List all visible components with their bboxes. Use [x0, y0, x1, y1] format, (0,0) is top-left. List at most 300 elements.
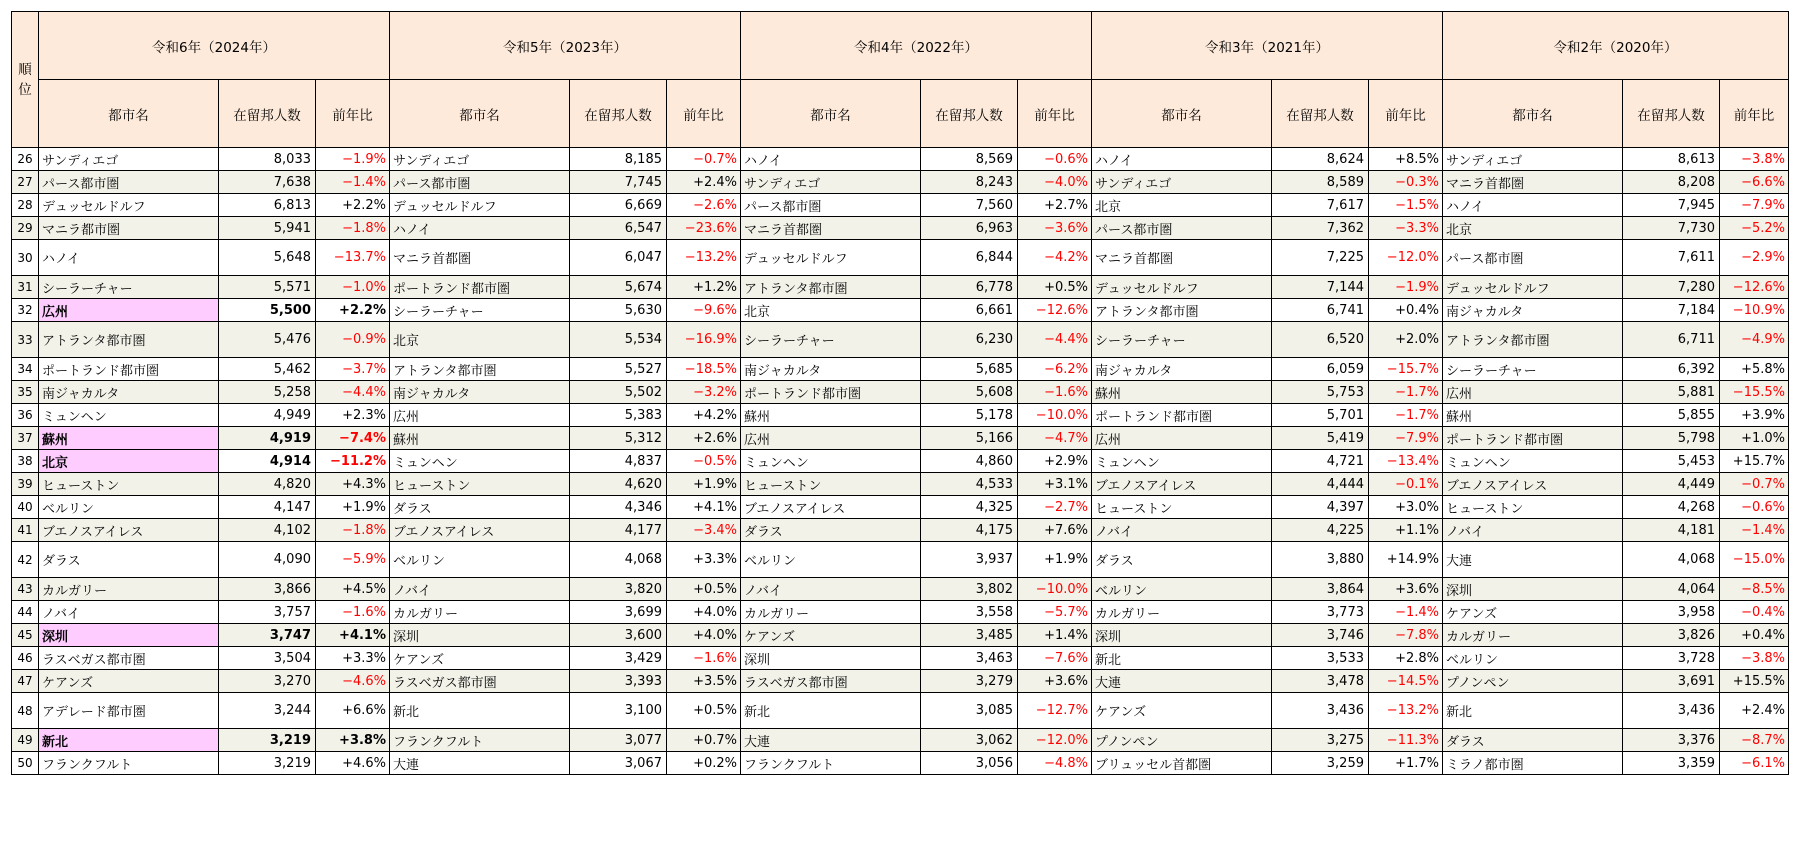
yoy-cell: −16.9% — [667, 322, 741, 358]
residents-cell: 5,502 — [570, 381, 667, 404]
city-cell: マニラ首都圏 — [741, 217, 921, 240]
city-cell: マニラ首都圏 — [390, 240, 570, 276]
city-cell: 蘇州 — [390, 427, 570, 450]
city-cell: 広州 — [390, 404, 570, 427]
city-cell: サンディエゴ — [1092, 171, 1272, 194]
city-cell: 北京 — [1443, 217, 1623, 240]
residents-cell: 3,866 — [219, 578, 316, 601]
residents-cell: 3,270 — [219, 670, 316, 693]
residents-cell: 5,178 — [921, 404, 1018, 427]
yoy-column-header: 前年比 — [1369, 80, 1443, 148]
residents-cell: 5,881 — [1623, 381, 1720, 404]
yoy-cell: +0.7% — [667, 729, 741, 752]
yoy-cell: −13.2% — [667, 240, 741, 276]
yoy-cell: −7.4% — [316, 427, 390, 450]
city-cell: 蘇州 — [1092, 381, 1272, 404]
residents-cell: 3,100 — [570, 693, 667, 729]
yoy-cell: −7.9% — [1369, 427, 1443, 450]
table-row — [12, 729, 1789, 752]
residents-cell: 3,275 — [1272, 729, 1369, 752]
city-cell: ハノイ — [39, 240, 219, 276]
yoy-cell: +1.2% — [667, 276, 741, 299]
city-cell: ノバイ — [1443, 519, 1623, 542]
residents-cell: 3,259 — [1272, 752, 1369, 775]
residents-cell: 3,359 — [1623, 752, 1720, 775]
city-cell: アトランタ都市圏 — [390, 358, 570, 381]
residents-cell: 8,613 — [1623, 148, 1720, 171]
table-row — [12, 240, 1789, 276]
yoy-cell: −2.9% — [1720, 240, 1789, 276]
yoy-cell: −4.4% — [316, 381, 390, 404]
residents-cell: 3,691 — [1623, 670, 1720, 693]
residents-cell: 7,362 — [1272, 217, 1369, 240]
yoy-cell: −2.7% — [1018, 496, 1092, 519]
residents-cell: 3,219 — [219, 729, 316, 752]
city-cell: カルガリー — [1443, 624, 1623, 647]
yoy-cell: −11.3% — [1369, 729, 1443, 752]
yoy-cell: −5.9% — [316, 542, 390, 578]
city-cell: 南ジャカルタ — [390, 381, 570, 404]
table-row — [12, 194, 1789, 217]
residents-cell: 4,175 — [921, 519, 1018, 542]
residents-cell: 5,500 — [219, 299, 316, 322]
city-cell: パース都市圏 — [1092, 217, 1272, 240]
residents-cell: 4,444 — [1272, 473, 1369, 496]
yoy-cell: −1.5% — [1369, 194, 1443, 217]
yoy-cell: −13.7% — [316, 240, 390, 276]
yoy-cell: −1.4% — [1369, 601, 1443, 624]
city-cell: 新北 — [1443, 693, 1623, 729]
yoy-cell: −4.2% — [1018, 240, 1092, 276]
city-cell: 新北 — [390, 693, 570, 729]
ranking-table — [11, 11, 1789, 775]
city-cell: 深圳 — [1092, 624, 1272, 647]
yoy-cell: +4.0% — [667, 624, 741, 647]
rank-cell: 50 — [12, 752, 39, 775]
residents-cell: 3,747 — [219, 624, 316, 647]
city-cell: 北京 — [39, 450, 219, 473]
city-cell: 広州 — [39, 299, 219, 322]
table-row — [12, 171, 1789, 194]
residents-cell: 4,620 — [570, 473, 667, 496]
rank-header — [12, 12, 39, 148]
residents-column-header: 在留邦人数 — [219, 80, 316, 148]
residents-cell: 5,941 — [219, 217, 316, 240]
city-column-header: 都市名 — [1443, 80, 1623, 148]
residents-cell: 5,476 — [219, 322, 316, 358]
yoy-cell: +0.5% — [1018, 276, 1092, 299]
table-row — [12, 427, 1789, 450]
rank-cell: 44 — [12, 601, 39, 624]
rank-cell: 41 — [12, 519, 39, 542]
city-cell: ポートランド都市圏 — [1092, 404, 1272, 427]
rank-cell: 38 — [12, 450, 39, 473]
yoy-cell: +1.7% — [1369, 752, 1443, 775]
city-cell: ラスベガス都市圏 — [39, 647, 219, 670]
city-cell: ブエノスアイレス — [39, 519, 219, 542]
city-cell: アトランタ都市圏 — [1443, 322, 1623, 358]
yoy-cell: +6.6% — [316, 693, 390, 729]
city-cell: フランクフルト — [390, 729, 570, 752]
yoy-cell: +4.6% — [316, 752, 390, 775]
table-row — [12, 519, 1789, 542]
residents-cell: 4,860 — [921, 450, 1018, 473]
city-cell: 大連 — [1443, 542, 1623, 578]
city-cell: 広州 — [1092, 427, 1272, 450]
table-row — [12, 217, 1789, 240]
city-cell: 南ジャカルタ — [39, 381, 219, 404]
yoy-cell: −1.4% — [316, 171, 390, 194]
residents-cell: 4,837 — [570, 450, 667, 473]
yoy-cell: +2.6% — [667, 427, 741, 450]
yoy-cell: +5.8% — [1720, 358, 1789, 381]
city-cell: 新北 — [741, 693, 921, 729]
table-row — [12, 404, 1789, 427]
residents-cell: 5,685 — [921, 358, 1018, 381]
city-cell: パース都市圏 — [39, 171, 219, 194]
residents-cell: 5,312 — [570, 427, 667, 450]
yoy-cell: −4.8% — [1018, 752, 1092, 775]
city-cell: フランクフルト — [39, 752, 219, 775]
yoy-cell: −9.6% — [667, 299, 741, 322]
table-row — [12, 148, 1789, 171]
city-cell: カルガリー — [390, 601, 570, 624]
table-row — [12, 624, 1789, 647]
city-cell: サンディエゴ — [741, 171, 921, 194]
city-cell: 新北 — [1092, 647, 1272, 670]
city-cell: デュッセルドルフ — [741, 240, 921, 276]
yoy-cell: −6.2% — [1018, 358, 1092, 381]
city-cell: ノバイ — [390, 578, 570, 601]
yoy-cell: −3.3% — [1369, 217, 1443, 240]
yoy-cell: +4.1% — [667, 496, 741, 519]
city-cell: シーラーチャー — [390, 299, 570, 322]
residents-cell: 3,558 — [921, 601, 1018, 624]
yoy-cell: −3.7% — [316, 358, 390, 381]
table-row — [12, 473, 1789, 496]
city-column-header: 都市名 — [39, 80, 219, 148]
city-cell: マニラ都市圏 — [39, 217, 219, 240]
city-cell: ダラス — [390, 496, 570, 519]
city-cell: アトランタ都市圏 — [741, 276, 921, 299]
city-cell: プノンペン — [1443, 670, 1623, 693]
rank-cell: 47 — [12, 670, 39, 693]
residents-cell: 4,721 — [1272, 450, 1369, 473]
yoy-cell: −3.6% — [1018, 217, 1092, 240]
city-cell: ヒューストン — [741, 473, 921, 496]
yoy-cell: −1.0% — [316, 276, 390, 299]
residents-cell: 4,914 — [219, 450, 316, 473]
city-cell: ベルリン — [1443, 647, 1623, 670]
residents-cell: 4,181 — [1623, 519, 1720, 542]
city-cell: カルガリー — [741, 601, 921, 624]
rank-cell: 35 — [12, 381, 39, 404]
city-cell: デュッセルドルフ — [390, 194, 570, 217]
yoy-cell: +8.5% — [1369, 148, 1443, 171]
residents-cell: 7,638 — [219, 171, 316, 194]
yoy-cell: −1.6% — [1018, 381, 1092, 404]
yoy-cell: −23.6% — [667, 217, 741, 240]
residents-cell: 6,711 — [1623, 322, 1720, 358]
yoy-cell: −12.6% — [1720, 276, 1789, 299]
yoy-cell: +2.4% — [1720, 693, 1789, 729]
yoy-cell: −5.2% — [1720, 217, 1789, 240]
residents-cell: 5,608 — [921, 381, 1018, 404]
city-cell: ハノイ — [1443, 194, 1623, 217]
yoy-cell: +4.5% — [316, 578, 390, 601]
city-cell: 大連 — [1092, 670, 1272, 693]
city-cell: ミュンヘン — [39, 404, 219, 427]
residents-cell: 5,648 — [219, 240, 316, 276]
residents-cell: 5,453 — [1623, 450, 1720, 473]
residents-column-header: 在留邦人数 — [921, 80, 1018, 148]
residents-cell: 8,033 — [219, 148, 316, 171]
city-cell: ベルリン — [741, 542, 921, 578]
rank-cell: 29 — [12, 217, 39, 240]
city-cell: ベルリン — [39, 496, 219, 519]
residents-cell: 3,376 — [1623, 729, 1720, 752]
residents-cell: 3,478 — [1272, 670, 1369, 693]
residents-cell: 6,059 — [1272, 358, 1369, 381]
yoy-cell: +1.9% — [1018, 542, 1092, 578]
table-row — [12, 276, 1789, 299]
city-cell: ブエノスアイレス — [1092, 473, 1272, 496]
city-cell: 広州 — [1443, 381, 1623, 404]
yoy-column-header: 前年比 — [667, 80, 741, 148]
yoy-cell: −0.9% — [316, 322, 390, 358]
yoy-cell: +1.4% — [1018, 624, 1092, 647]
residents-cell: 5,383 — [570, 404, 667, 427]
city-cell: 蘇州 — [39, 427, 219, 450]
residents-cell: 6,661 — [921, 299, 1018, 322]
rank-cell: 39 — [12, 473, 39, 496]
yoy-cell: −18.5% — [667, 358, 741, 381]
yoy-cell: −1.8% — [316, 217, 390, 240]
city-cell: 南ジャカルタ — [1092, 358, 1272, 381]
residents-cell: 6,741 — [1272, 299, 1369, 322]
table-row — [12, 647, 1789, 670]
residents-cell: 5,571 — [219, 276, 316, 299]
table-row — [12, 578, 1789, 601]
city-column-header: 都市名 — [1092, 80, 1272, 148]
city-cell: フランクフルト — [741, 752, 921, 775]
yoy-cell: −4.4% — [1018, 322, 1092, 358]
yoy-cell: −0.6% — [1720, 496, 1789, 519]
city-cell: ミュンヘン — [390, 450, 570, 473]
city-cell: カルガリー — [39, 578, 219, 601]
table-row — [12, 299, 1789, 322]
residents-cell: 3,958 — [1623, 601, 1720, 624]
yoy-cell: −3.8% — [1720, 148, 1789, 171]
city-cell: ベルリン — [390, 542, 570, 578]
residents-cell: 3,728 — [1623, 647, 1720, 670]
year-header-2022: 令和4年（2022年） — [741, 12, 1092, 80]
residents-cell: 8,243 — [921, 171, 1018, 194]
city-cell: 北京 — [390, 322, 570, 358]
yoy-cell: −1.9% — [1369, 276, 1443, 299]
residents-cell: 7,611 — [1623, 240, 1720, 276]
yoy-cell: −6.6% — [1720, 171, 1789, 194]
residents-cell: 3,864 — [1272, 578, 1369, 601]
residents-cell: 5,419 — [1272, 427, 1369, 450]
ranking-table-body — [12, 148, 1789, 775]
city-cell: ラスベガス都市圏 — [390, 670, 570, 693]
yoy-cell: −0.4% — [1720, 601, 1789, 624]
city-cell: 北京 — [741, 299, 921, 322]
year-header-row — [12, 12, 1789, 80]
yoy-cell: −14.5% — [1369, 670, 1443, 693]
residents-cell: 5,753 — [1272, 381, 1369, 404]
residents-cell: 4,064 — [1623, 578, 1720, 601]
city-cell: サンディエゴ — [1443, 148, 1623, 171]
yoy-cell: −0.7% — [667, 148, 741, 171]
city-cell: ポートランド都市圏 — [1443, 427, 1623, 450]
city-cell: ダラス — [1443, 729, 1623, 752]
city-cell: ノバイ — [1092, 519, 1272, 542]
residents-cell: 3,279 — [921, 670, 1018, 693]
residents-cell: 6,669 — [570, 194, 667, 217]
yoy-cell: +2.2% — [316, 299, 390, 322]
residents-column-header: 在留邦人数 — [570, 80, 667, 148]
residents-cell: 4,177 — [570, 519, 667, 542]
yoy-cell: −0.3% — [1369, 171, 1443, 194]
city-cell: ノバイ — [741, 578, 921, 601]
residents-cell: 7,730 — [1623, 217, 1720, 240]
yoy-cell: −1.6% — [316, 601, 390, 624]
yoy-cell: −1.4% — [1720, 519, 1789, 542]
yoy-cell: +2.2% — [316, 194, 390, 217]
yoy-cell: +1.9% — [316, 496, 390, 519]
residents-cell: 4,268 — [1623, 496, 1720, 519]
yoy-cell: +0.2% — [667, 752, 741, 775]
city-cell: デュッセルドルフ — [39, 194, 219, 217]
table-row — [12, 693, 1789, 729]
city-cell: 深圳 — [741, 647, 921, 670]
yoy-cell: +3.6% — [1369, 578, 1443, 601]
residents-cell: 5,855 — [1623, 404, 1720, 427]
residents-cell: 3,746 — [1272, 624, 1369, 647]
yoy-cell: +14.9% — [1369, 542, 1443, 578]
yoy-cell: +4.0% — [667, 601, 741, 624]
residents-cell: 6,844 — [921, 240, 1018, 276]
residents-cell: 5,258 — [219, 381, 316, 404]
residents-cell: 4,068 — [570, 542, 667, 578]
yoy-cell: +1.9% — [667, 473, 741, 496]
yoy-cell: −7.6% — [1018, 647, 1092, 670]
yoy-cell: −1.9% — [316, 148, 390, 171]
rank-cell: 33 — [12, 322, 39, 358]
residents-cell: 4,068 — [1623, 542, 1720, 578]
city-cell: ブエノスアイレス — [741, 496, 921, 519]
city-cell: 蘇州 — [741, 404, 921, 427]
rank-cell: 27 — [12, 171, 39, 194]
residents-cell: 6,047 — [570, 240, 667, 276]
residents-cell: 3,802 — [921, 578, 1018, 601]
residents-column-header: 在留邦人数 — [1623, 80, 1720, 148]
yoy-cell: −6.1% — [1720, 752, 1789, 775]
yoy-cell: +0.5% — [667, 693, 741, 729]
year-header-2020: 令和2年（2020年） — [1443, 12, 1789, 80]
yoy-cell: −4.6% — [316, 670, 390, 693]
residents-cell: 4,449 — [1623, 473, 1720, 496]
residents-cell: 4,325 — [921, 496, 1018, 519]
residents-cell: 3,056 — [921, 752, 1018, 775]
city-cell: ダラス — [741, 519, 921, 542]
column-header-row — [12, 80, 1789, 148]
table-row — [12, 381, 1789, 404]
yoy-cell: +1.0% — [1720, 427, 1789, 450]
city-cell: 新北 — [39, 729, 219, 752]
residents-cell: 7,945 — [1623, 194, 1720, 217]
yoy-cell: +3.8% — [316, 729, 390, 752]
yoy-cell: +2.3% — [316, 404, 390, 427]
city-cell: ケアンズ — [390, 647, 570, 670]
residents-cell: 8,589 — [1272, 171, 1369, 194]
city-cell: ポートランド都市圏 — [390, 276, 570, 299]
residents-cell: 5,534 — [570, 322, 667, 358]
yoy-cell: +4.2% — [667, 404, 741, 427]
city-cell: シーラーチャー — [1092, 322, 1272, 358]
yoy-cell: +7.6% — [1018, 519, 1092, 542]
yoy-cell: −12.7% — [1018, 693, 1092, 729]
yoy-cell: −0.1% — [1369, 473, 1443, 496]
yoy-cell: +4.1% — [316, 624, 390, 647]
yoy-cell: −12.6% — [1018, 299, 1092, 322]
table-row — [12, 752, 1789, 775]
city-cell: ヒューストン — [390, 473, 570, 496]
residents-cell: 5,674 — [570, 276, 667, 299]
table-row — [12, 670, 1789, 693]
residents-cell: 3,504 — [219, 647, 316, 670]
city-cell: 深圳 — [390, 624, 570, 647]
yoy-cell: −4.9% — [1720, 322, 1789, 358]
city-cell: ケアンズ — [39, 670, 219, 693]
table-row — [12, 542, 1789, 578]
yoy-cell: +15.7% — [1720, 450, 1789, 473]
residents-cell: 7,280 — [1623, 276, 1720, 299]
rank-cell: 46 — [12, 647, 39, 670]
yoy-cell: +3.3% — [667, 542, 741, 578]
year-header-2024: 令和6年（2024年） — [39, 12, 390, 80]
yoy-cell: +3.5% — [667, 670, 741, 693]
yoy-cell: −8.7% — [1720, 729, 1789, 752]
yoy-cell: +4.3% — [316, 473, 390, 496]
residents-cell: 3,937 — [921, 542, 1018, 578]
city-cell: パース都市圏 — [390, 171, 570, 194]
city-cell: シーラーチャー — [741, 322, 921, 358]
residents-cell: 4,225 — [1272, 519, 1369, 542]
yoy-cell: −4.7% — [1018, 427, 1092, 450]
rank-header-label: 順 位 — [18, 61, 32, 98]
rank-cell: 36 — [12, 404, 39, 427]
rank-cell: 31 — [12, 276, 39, 299]
residents-cell: 5,166 — [921, 427, 1018, 450]
residents-column-header: 在留邦人数 — [1272, 80, 1369, 148]
city-cell: ポートランド都市圏 — [741, 381, 921, 404]
yoy-cell: −10.9% — [1720, 299, 1789, 322]
yoy-cell: −3.4% — [667, 519, 741, 542]
city-cell: サンディエゴ — [39, 148, 219, 171]
yoy-cell: +2.7% — [1018, 194, 1092, 217]
city-cell: デュッセルドルフ — [1443, 276, 1623, 299]
city-cell: ケアンズ — [1092, 693, 1272, 729]
yoy-cell: −0.7% — [1720, 473, 1789, 496]
residents-cell: 3,436 — [1272, 693, 1369, 729]
residents-cell: 5,701 — [1272, 404, 1369, 427]
city-cell: 深圳 — [1443, 578, 1623, 601]
city-cell: ダラス — [1092, 542, 1272, 578]
city-cell: ハノイ — [741, 148, 921, 171]
